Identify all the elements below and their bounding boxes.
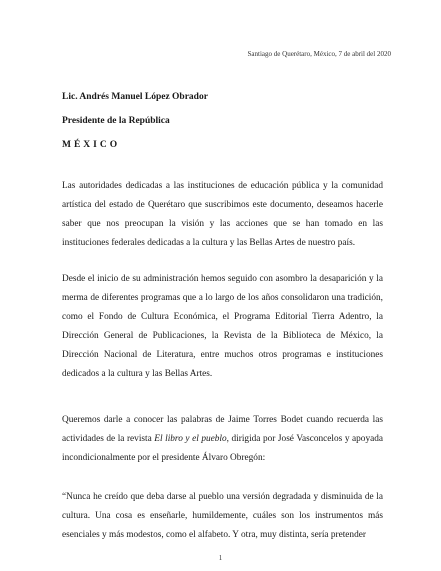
page-number: 1 [218,554,223,562]
recipient-name: Lic. Andrés Manuel López Obrador [62,92,208,102]
paragraph-3 [62,411,383,468]
date-line: Santiago de Querétaro, México, 7 de abril del 2020 [247,50,391,58]
recipient-block [62,91,208,163]
paragraph-3-text-before: Queremos darle a conocer las palabras de Jaime Torres Bodet cuando recuerda las actividades de la revista [62,415,383,444]
recipient-country: MÉXICO [62,140,121,150]
recipient-title: Presidente de la República [62,116,170,126]
paragraph-3-text-after: , dirigida por José Vasconcelos y apoyada incondicionalmente por el presidente Álvaro Obregón: [62,434,383,463]
paragraph-4-quote: “Nunca he creído que deba darse al pueblo una versión degradada y disminuida de la cultura. Una cosa es enseñarle, humildemente, cuáles son los instrumentos más esenciales y más modestos, como el alfabeto. Y otra, muy distinta, sería pretender [62,492,383,540]
paragraph-1: Las autoridades dedicadas a las instituciones de educación pública y la comunidad artística del estado de Querétaro que suscribimos este documento, deseamos hacerle saber que nos preocupan la visión y las acciones que se han tomado en las instituciones federales dedicadas a la cultura y las Bellas Artes de nuestro país. [62,181,383,248]
paragraph-2: Desde el inicio de su administración hemos seguido con asombro la desaparición y la merma de diferentes programas que a lo largo de los años consolidaron una tradición, como el Fondo de Cultura Económica, el Programa Editorial Tierra Adentro, la Dirección General de Publicaciones, la Revista de la Biblioteca de México, la Dirección Nacional de Literatura, entre muchos otros programas e instituciones dedicados a la cultura y las Bellas Artes. [62,274,383,379]
magazine-title: El libro y el pueblo [154,434,227,444]
